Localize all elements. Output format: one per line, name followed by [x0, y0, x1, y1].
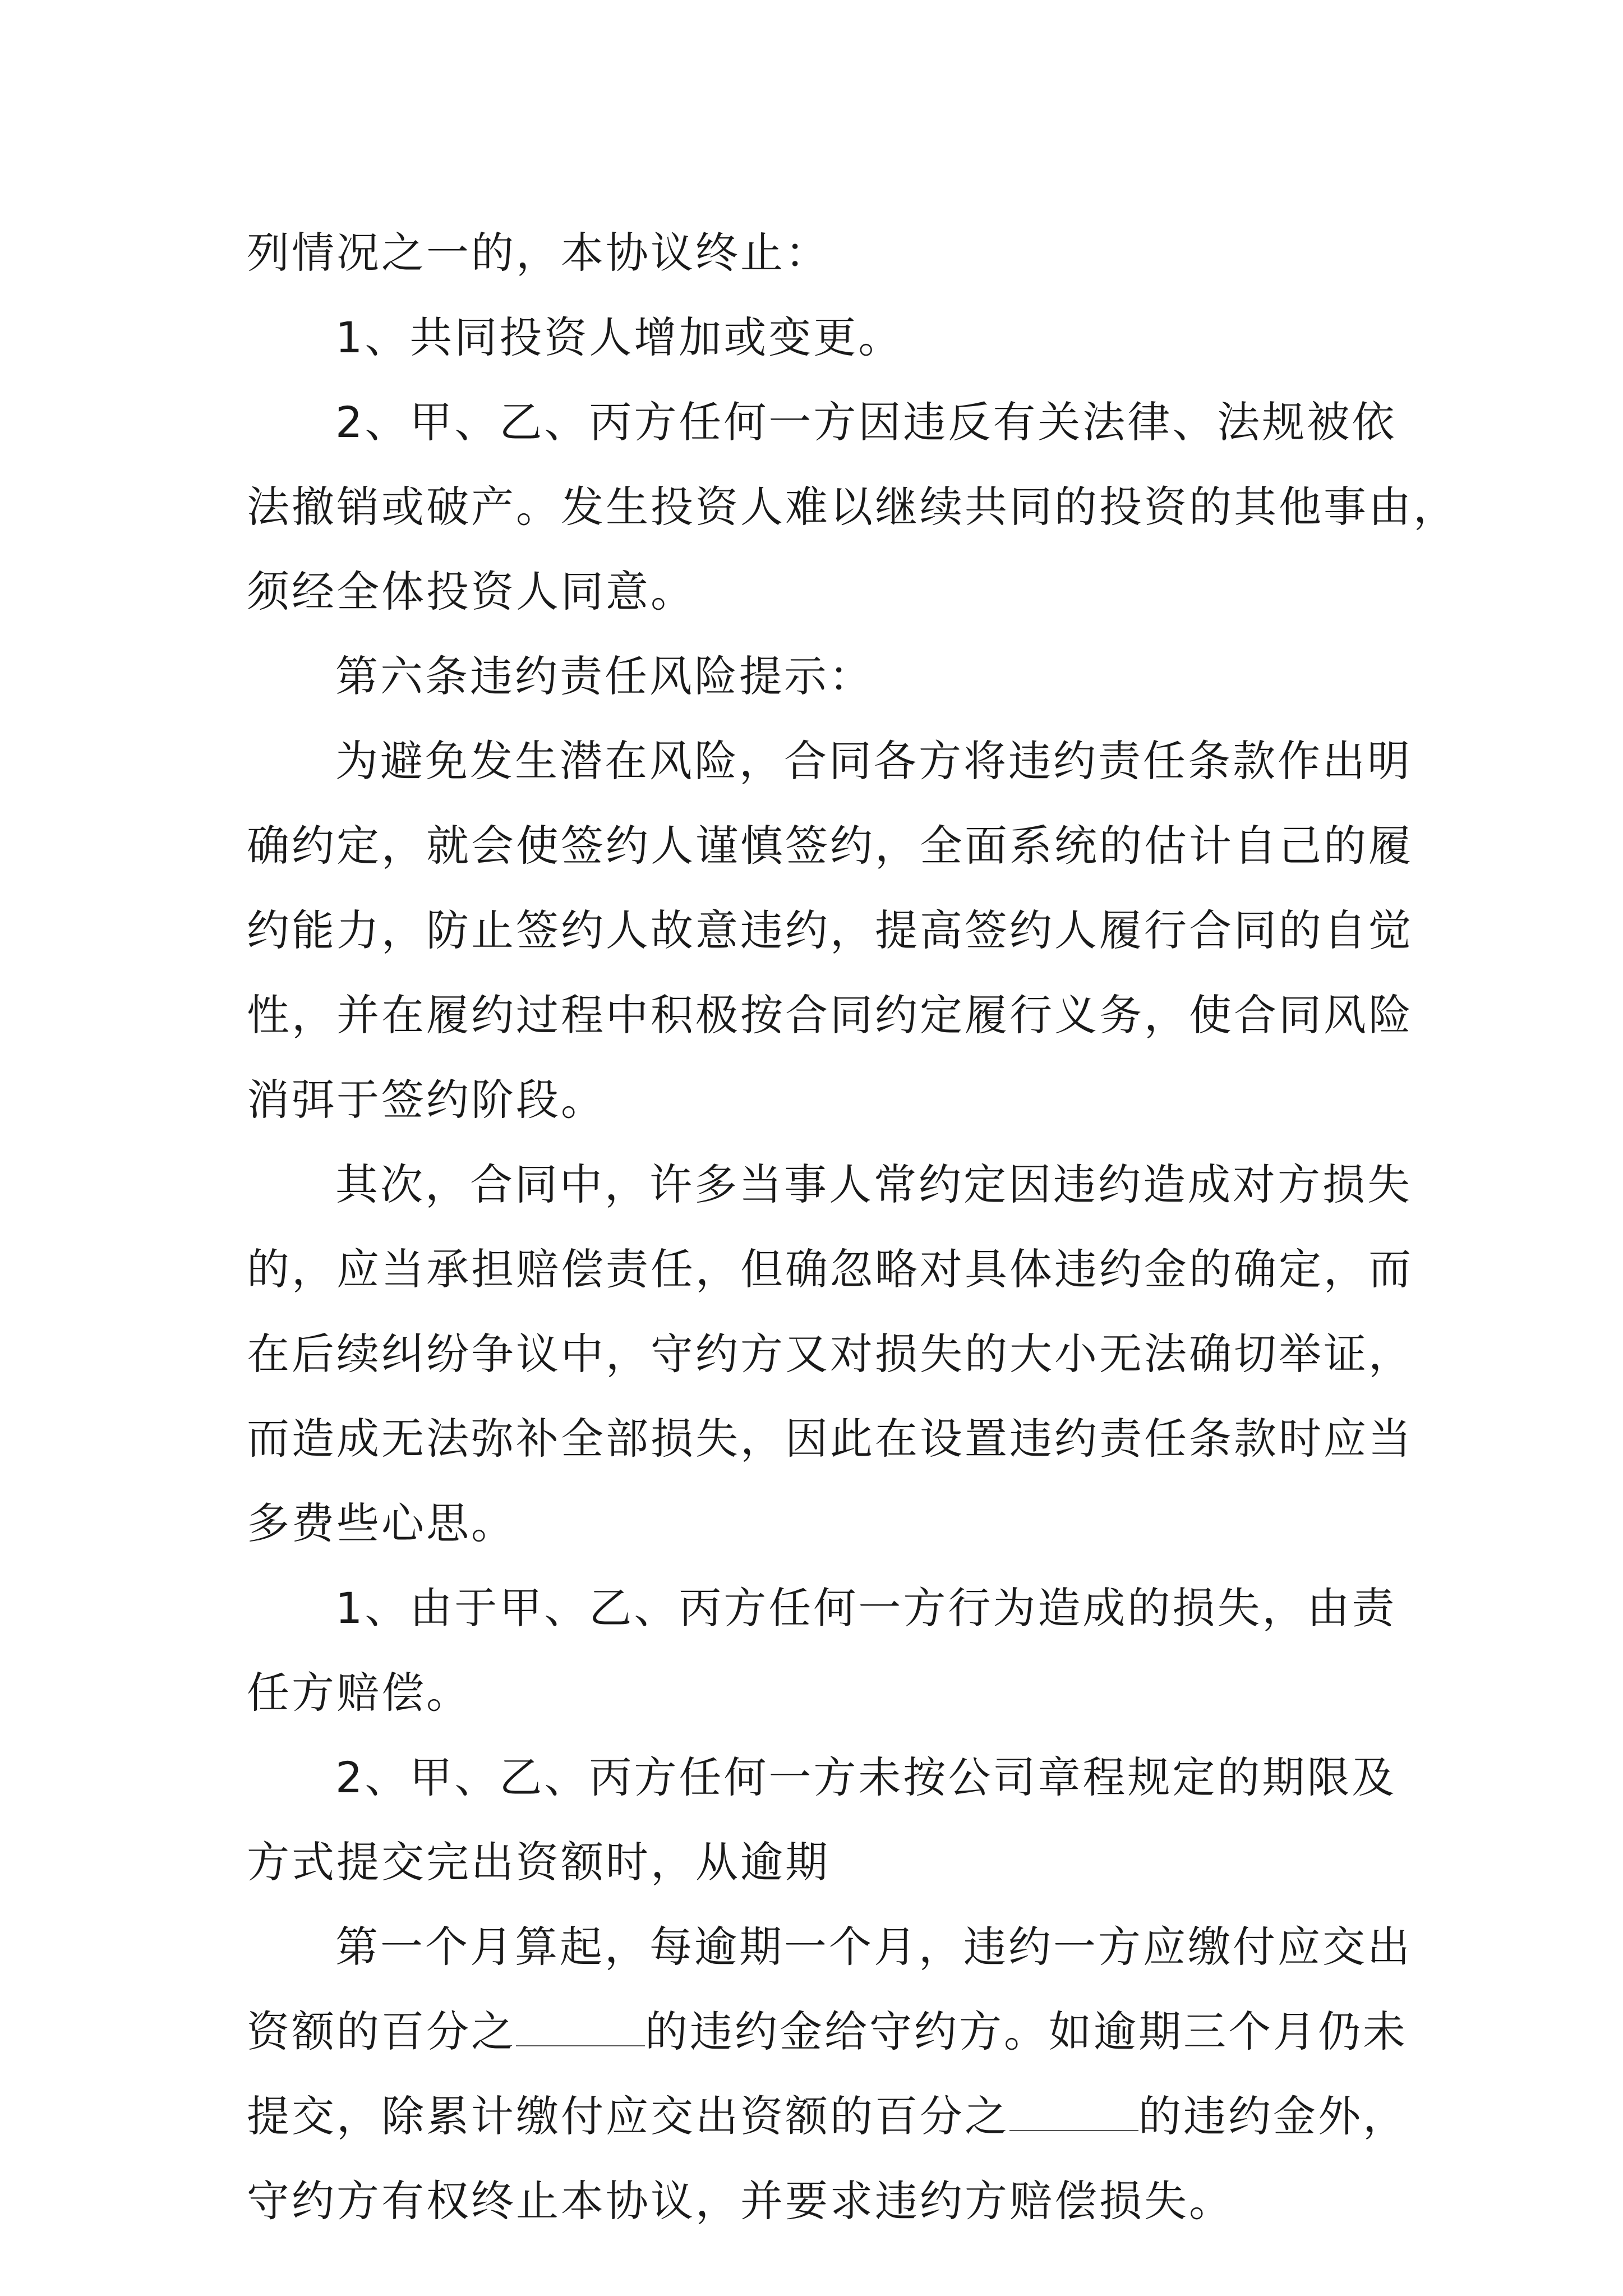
fill-in-blank [1009, 2094, 1138, 2131]
text-line: 性，并在履约过程中积极按合同约定履行义务，使合同风险 [247, 990, 1413, 1040]
text-line: 多费些心思。 [247, 1498, 516, 1548]
text-line: 2、甲、乙、丙方任何一方因违反有关法律、法规被依 [335, 397, 1397, 447]
text-fragment: 的违约金给守约方。如逾期三个月仍未 [645, 2007, 1408, 2056]
text-line: 方式提交完出资额时，从逾期 [247, 1837, 830, 1887]
text-line: 须经全体投资人同意。 [247, 567, 695, 616]
text-line: 约能力，防止签约人故意违约，提高签约人履行合同的自觉 [247, 905, 1413, 955]
text-line: 1、共同投资人增加或变更。 [335, 312, 903, 362]
text-line: 列情况之一的，本协议终止： [247, 228, 830, 278]
text-line [247, 1989, 1408, 2074]
section-heading: 第六条违约责任风险提示： [335, 651, 874, 701]
text-line: 1、由于甲、乙、丙方任何一方行为造成的损失，由责 [335, 1583, 1397, 1633]
text-line: 法撤销或破产。发生投资人难以继续共同的投资的其他事由， [247, 482, 1458, 532]
text-line: 其次，合同中，许多当事人常约定因违约造成对方损失 [335, 1159, 1412, 1209]
fill-in-blank [516, 2009, 645, 2046]
text-line: 为避免发生潜在风险，合同各方将违约责任条款作出明 [335, 736, 1412, 786]
document-body [247, 210, 1458, 2243]
text-line: 消弭于签约阶段。 [247, 1075, 606, 1125]
text-line: 第一个月算起，每逾期一个月，违约一方应缴付应交出 [335, 1922, 1412, 1972]
text-fragment: 资额的百分之 [247, 2007, 516, 2056]
text-line: 确约定，就会使签约人谨慎签约，全面系统的估计自己的履 [247, 821, 1413, 871]
text-line [247, 2074, 1408, 2159]
text-fragment: 的违约金外， [1138, 2091, 1408, 2141]
text-line: 在后续纠纷争议中，守约方又对损失的大小无法确切举证， [247, 1329, 1413, 1379]
text-line: 任方赔偿。 [247, 1668, 471, 1718]
text-line: 守约方有权终止本协议，并要求违约方赔偿损失。 [247, 2176, 1234, 2226]
text-line: 而造成无法弥补全部损失，因此在设置违约责任条款时应当 [247, 1414, 1413, 1464]
text-line: 的，应当承担赔偿责任，但确忽略对具体违约金的确定，而 [247, 1244, 1413, 1294]
text-fragment: 提交，除累计缴付应交出资额的百分之 [247, 2091, 1009, 2141]
text-line: 2、甲、乙、丙方任何一方未按公司章程规定的期限及 [335, 1752, 1397, 1802]
